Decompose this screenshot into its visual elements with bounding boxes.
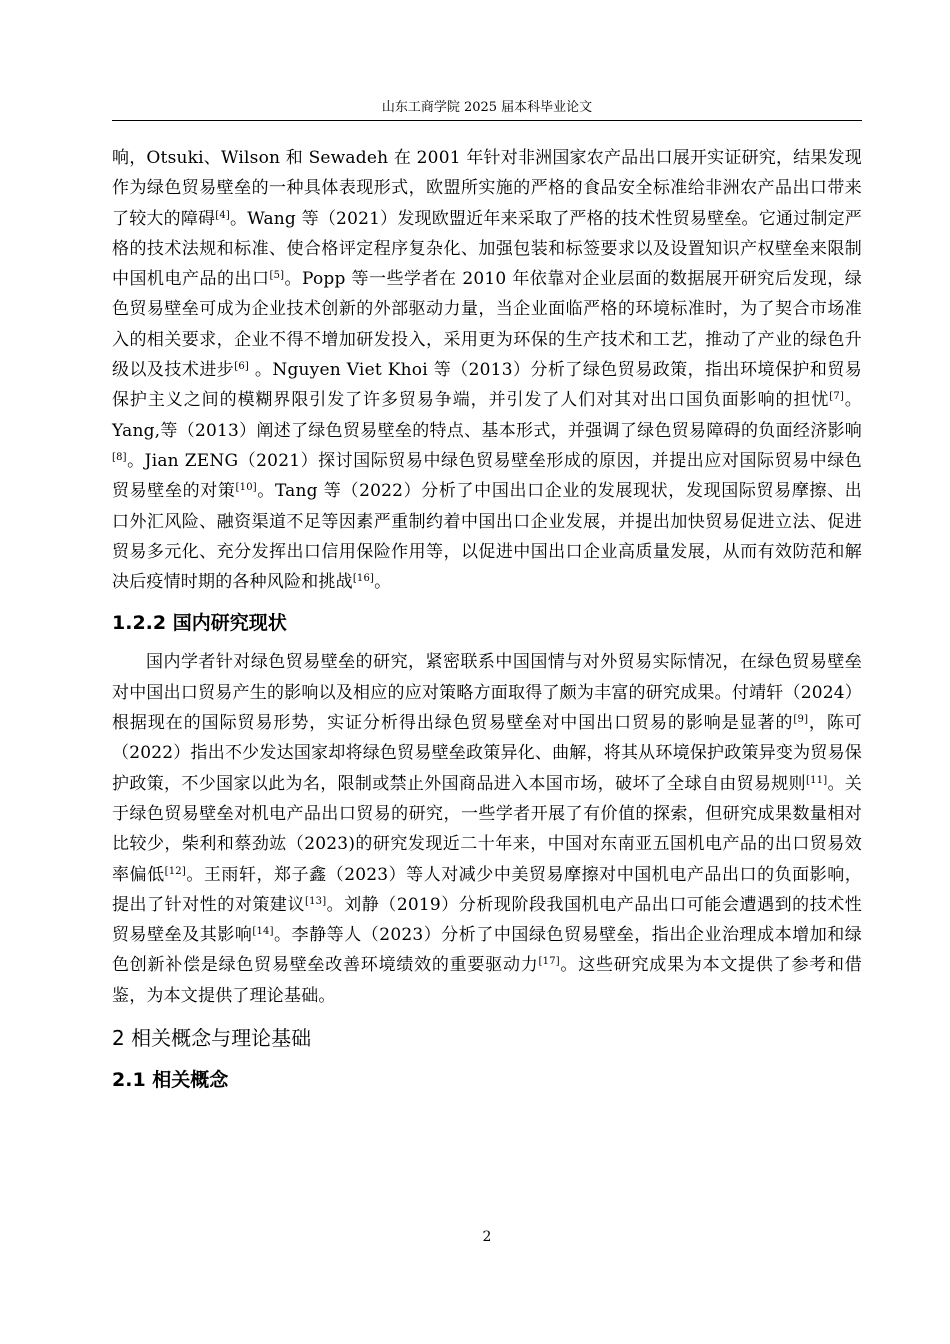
paragraph-text: 。Wang 等（2021）发现欧盟近年来采取了严格的技术性贸易壁垒。它通过制定严格的技术法规和标准、使合格评定程序复杂化、加强包装和标签要求以及设置知识产权壁垒来限制中国机电产品的出口: [112, 208, 862, 290]
chapter-heading-2: 2 相关概念与理论基础: [112, 1026, 312, 1051]
section-heading-1-2-2: 1.2.2 国内研究现状: [112, 612, 287, 635]
paragraph-text: 。王雨轩，郑子鑫（2023）等人对减少中美贸易摩擦对中国机电产品出口的负面影响，提出了针对性的对策建议: [112, 864, 862, 915]
page-number: 2: [482, 1229, 492, 1245]
paragraph-text: 。 Yang,等（2013）阐述了绿色贸易壁垒的特点、基本形式，并强调了绿色贸易障碍的负面经济影响: [112, 390, 862, 441]
paragraph-text: 国内学者针对绿色贸易壁垒的研究，紧密联系中国国情与对外贸易实际情况，在绿色贸易壁垒对中国出口贸易产生的影响以及相应的应对策略方面取得了颇为丰富的研究成果。付靖轩（2024）根据现在的国际贸易形势，实证分析得出绿色贸易壁垒对中国出口贸易的影响是显著的: [112, 652, 862, 734]
section-heading-2-1: 2.1 相关概念: [112, 1069, 229, 1092]
citation-ref: [17]: [538, 956, 560, 968]
paragraph-text: 。Tang 等（2022）分析了中国出口企业的发展现状，发现国际贸易摩擦、出口外汇风险、融资渠道不足等因素严重制约着中国出口企业发展，并提出加快贸易促进立法、促进贸易多元化、充分发挥出口信用保险作用等，以促进中国出口企业高质量发展，从而有效防范和解决后疫情时期的各种风险和挑战: [112, 481, 862, 593]
paragraph-text: ，陈可（2022）指出不少发达国家却将绿色贸易壁垒政策异化、曲解，将其从环境保护政策异变为贸易保护政策，不少国家以此为名，限制或禁止外国商品进入本国市场，破坏了全球自由贸易规则: [112, 713, 862, 794]
paragraph-text: 。关于绿色贸易壁垒对机电产品出口贸易的研究，一些学者开展了有价值的探索，但研究成果数量相对比较少，柴利和蔡劲竑（2023)的研究发现近二十年来，中国对东南亚五国机电产品的出口贸易效率偏低: [112, 773, 862, 885]
paragraph-text: 。Jian ZENG（2021）探讨国际贸易中绿色贸易壁垒形成的原因，并提出应对国际贸易中绿色贸易壁垒的对策: [112, 450, 862, 502]
citation-ref: [9]: [793, 714, 809, 726]
paragraph-text: 响，Otsuki、Wilson 和 Sewadeh 在 2001 年针对非洲国家农产品出口展开实证研究，结果发现作为绿色贸易壁垒的一种具体表现形式，欧盟所实施的严格的食品安全标准给非洲农产品出口带来了较大的障碍: [112, 148, 862, 229]
paragraph-text: 。李静等人（2023）分析了中国绿色贸易壁垒，指出企业治理成本增加和绿色创新补偿是绿色贸易壁垒改善环境绩效的重要驱动力: [112, 925, 862, 976]
paragraph-text: 。Popp 等一些学者在 2010 年依靠对企业层面的数据展开研究后发现，绿色贸易壁垒可成为企业技术创新的外部驱动力量，当企业面临严格的环境标准时，为了契合市场准入的相关要求，企业不得不增加研发投入，采用更为环保的生产技术和工艺，推动了产业的绿色升级以及技术进步: [112, 269, 862, 381]
running-header: 山东工商学院 2025 届本科毕业论文: [381, 100, 593, 115]
citation-ref: [16]: [352, 573, 375, 585]
citation-ref: [8]: [112, 451, 127, 463]
citation-ref: [6]: [234, 361, 250, 373]
citation-ref: [4]: [215, 209, 231, 221]
paragraph-text: 。这些研究成果为本文提供了参考和借鉴，为本文提供了理论基础。: [112, 955, 862, 1006]
citation-ref: [10]: [235, 482, 257, 494]
citation-ref: [14]: [252, 926, 274, 938]
citation-ref: [5]: [269, 270, 285, 282]
paragraph-text: 。Nguyen Viet Khoi 等（2013）分析了绿色贸易政策，指出环境保护和贸易保护主义之间的模糊界限引发了许多贸易争端，并引发了人们对其对出口国负面影响的担忧: [112, 360, 863, 411]
citation-ref: [7]: [829, 391, 845, 403]
header-rule: [112, 120, 862, 121]
citation-ref: [13]: [305, 895, 327, 907]
citation-ref: [12]: [164, 865, 186, 877]
body-content: [112, 143, 862, 1101]
paragraph-international-research: [112, 143, 862, 597]
paragraph-text: 。: [374, 572, 392, 593]
paragraph-text: 。刘静（2019）分析现阶段我国机电产品出口可能会遭遇到的技术性贸易壁垒及其影响: [112, 894, 862, 946]
paragraph-domestic-research: [112, 647, 862, 1011]
citation-ref: [11]: [805, 774, 828, 786]
